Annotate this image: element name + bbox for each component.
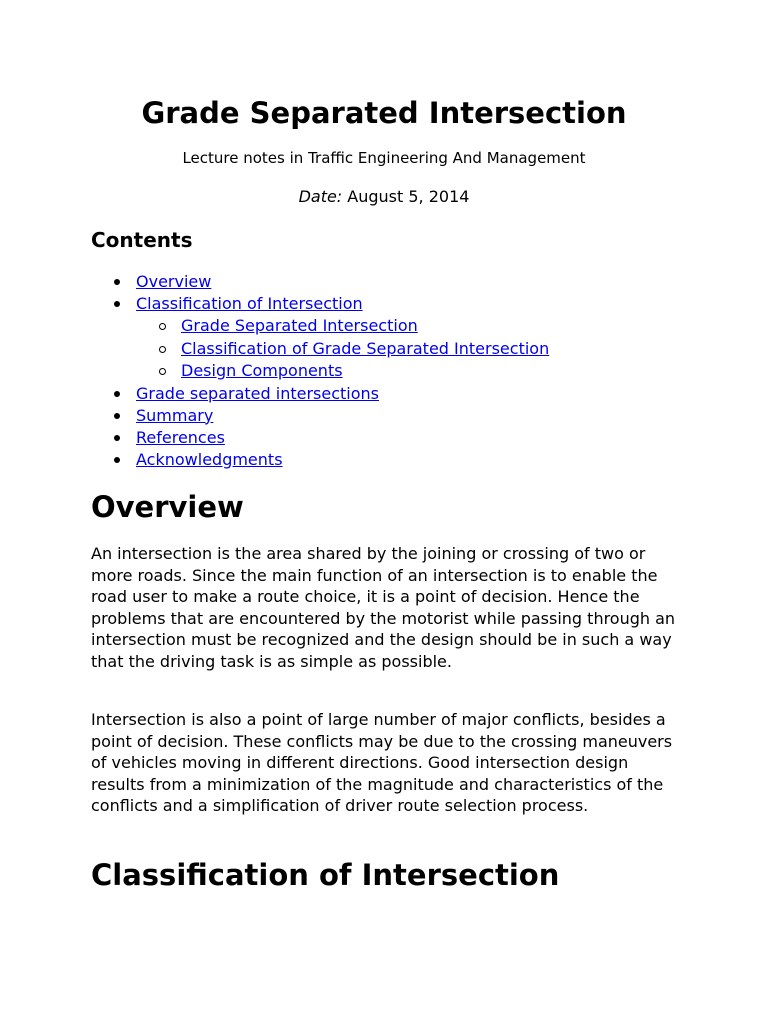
toc-link-acknowledgments[interactable]: Acknowledgments: [136, 449, 283, 469]
bullet-icon: [114, 279, 120, 285]
toc-link-classification-of-grade-separated-intersection[interactable]: Classification of Grade Separated Intersection: [181, 338, 550, 358]
toc-item-references: [91, 427, 549, 449]
section-heading-classification: Classification of Intersection: [91, 858, 560, 892]
toc-item-overview: [91, 271, 549, 293]
toc-item-classification-of-grade-separated-intersection: [91, 338, 549, 361]
toc-item-summary: [91, 405, 549, 427]
hollow-bullet-icon: [159, 323, 166, 330]
bullet-icon: [114, 457, 120, 463]
toc-link-grade-separated-intersections[interactable]: Grade separated intersections: [136, 383, 379, 403]
toc-link-grade-separated-intersection[interactable]: Grade Separated Intersection: [181, 316, 418, 335]
date-label: Date:: [298, 187, 343, 206]
date-value: August 5, 2014: [342, 187, 470, 206]
hollow-bullet-icon: [159, 346, 166, 353]
document-date: [91, 186, 677, 208]
section-heading-overview: Overview: [91, 490, 244, 524]
table-of-contents: [91, 271, 549, 471]
bullet-icon: [114, 413, 120, 419]
overview-paragraph-2: Intersection is also a point of large number of major conflicts, besides a point of decision. These conflicts may be due to the crossing maneuvers of vehicles moving in different directions. Good intersection design results from a minimization of the magnitude and characteristics of the conflicts and a simplification of driver route selection process.: [91, 710, 673, 815]
toc-link-references[interactable]: References: [136, 427, 225, 447]
hollow-bullet-icon: [159, 368, 166, 375]
toc-item-grade-separated-intersections: [91, 383, 549, 405]
toc-link-design-components[interactable]: Design Components: [181, 361, 343, 380]
bullet-icon: [114, 435, 120, 441]
toc-link-overview[interactable]: Overview: [136, 272, 212, 291]
contents-heading: Contents: [91, 228, 193, 252]
bullet-icon: [114, 391, 120, 397]
toc-link-classification-of-intersection[interactable]: Classification of Intersection: [136, 294, 363, 313]
document-title: Grade Separated Intersection: [141, 96, 627, 130]
toc-item-classification-of-intersection: [91, 293, 549, 315]
toc-item-acknowledgments: [91, 449, 549, 471]
toc-link-summary[interactable]: Summary: [136, 405, 214, 425]
toc-item-grade-separated-intersection: [91, 315, 549, 338]
bullet-icon: [114, 301, 120, 307]
overview-paragraph-1: An intersection is the area shared by the joining or crossing of two or more roads. Since the main function of an intersection is to enable the road user to make a route choice, it is a point of decision. Hence the problems that are encountered by the motorist while passing through an intersection must be recognized and the design should be in such a way that the driving task is as simple as possible.: [91, 544, 676, 671]
document-subtitle: Lecture notes in Traffic Engineering And Management: [182, 149, 586, 167]
toc-item-design-components: [91, 360, 549, 383]
